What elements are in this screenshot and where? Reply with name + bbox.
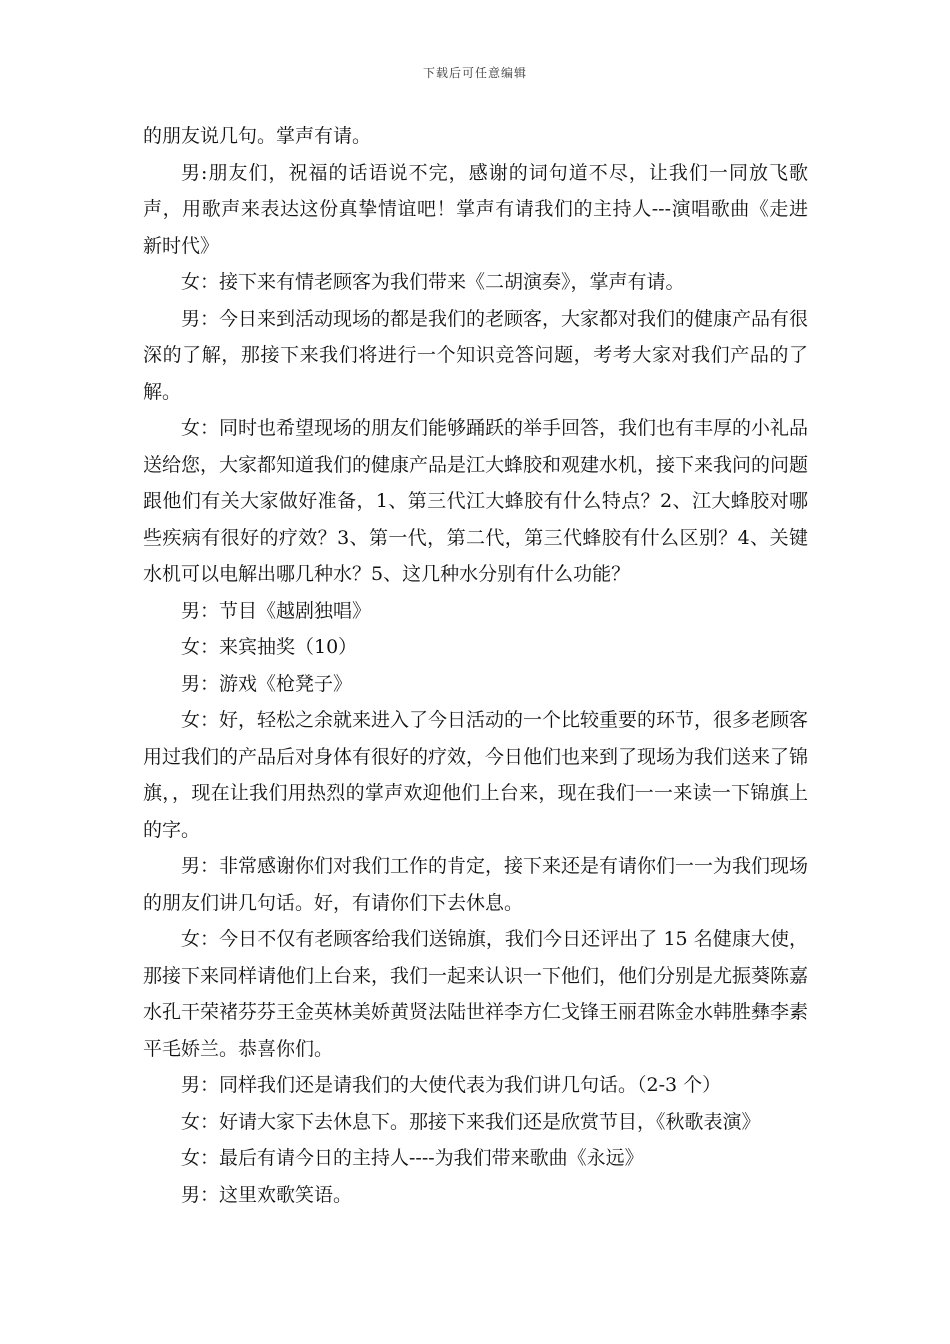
paragraph: 男:朋友们，祝福的话语说不完，感谢的词句道不尽，让我们一同放飞歌声，用歌声来表达这份真挚情谊吧！掌声有请我们的主持人---演唱歌曲《走进新时代》 [143, 161, 808, 257]
paragraph: 女：最后有请今日的主持人----为我们带来歌曲《永远》 [181, 1147, 644, 1169]
paragraph: 女：好，轻松之余就来进入了今日活动的一个比较重要的环节，很多老顾客用过我们的产品后对身体有很好的疗效，今日他们也来到了现场为我们送来了锦旗，，现在让我们用热烈的掌声欢迎他们上台来，现在我们一一来读一下锦旗上的字。 [143, 709, 809, 841]
page-header: 下载后可任意编辑 [422, 66, 527, 80]
paragraph: 男：游戏《枪凳子》 [181, 672, 353, 695]
document-body [143, 118, 808, 1213]
paragraph: 男：今日来到活动现场的都是我们的老顾客，大家都对我们的健康产品有很深的了解，那接下来我们将进行一个知识竞答问题，考考大家对我们产品的了解。 [143, 307, 809, 403]
paragraph: 女：好请大家下去休息下。那接下来我们还是欣赏节目，《秋歌表演》 [181, 1110, 761, 1133]
paragraph: 男：这里欢歌笑语。 [181, 1183, 353, 1206]
paragraph: 男：同样我们还是请我们的大使代表为我们讲几句话。（2-3 个） [181, 1074, 722, 1096]
paragraph: 女：来宾抽奖（10） [181, 636, 358, 658]
paragraph-continuation: 的朋友说几句。掌声有请。 [143, 125, 372, 147]
paragraph: 男：非常感谢你们对我们工作的肯定，接下来还是有请你们一一为我们现场的朋友们讲几句话。好，有请你们下去休息。 [143, 855, 809, 914]
paragraph: 男：节目《越剧独唱》 [181, 599, 372, 622]
paragraph: 女：接下来有情老顾客为我们带来《二胡演奏》，掌声有请。 [181, 271, 685, 293]
paragraph: 女：今日不仅有老顾客给我们送锦旗，我们今日还评出了 15 名健康大使，那接下来同样请他们上台来，我们一起来认识一下他们，他们分别是尤振葵陈嘉水孔干荣褚芬芬王金英林美娇黄贤法陆世祥李方仁戈锋王丽君陈金水韩胜彝李素平毛娇兰。恭喜你们。 [143, 928, 809, 1060]
paragraph: 女：同时也希望现场的朋友们能够踊跃的举手回答，我们也有丰厚的小礼品送给您，大家都知道我们的健康产品是江大蜂胶和观建水机，接下来我问的问题跟他们有关大家做好准备，1、第三代江大蜂胶有什么特点？2、江大蜂胶对哪些疾病有很好的疗效？3、第一代，第二代，第三代蜂胶有什么区别？4、关键水机可以电解出哪几种水？5、这几种水分别有什么功能？ [143, 417, 809, 585]
